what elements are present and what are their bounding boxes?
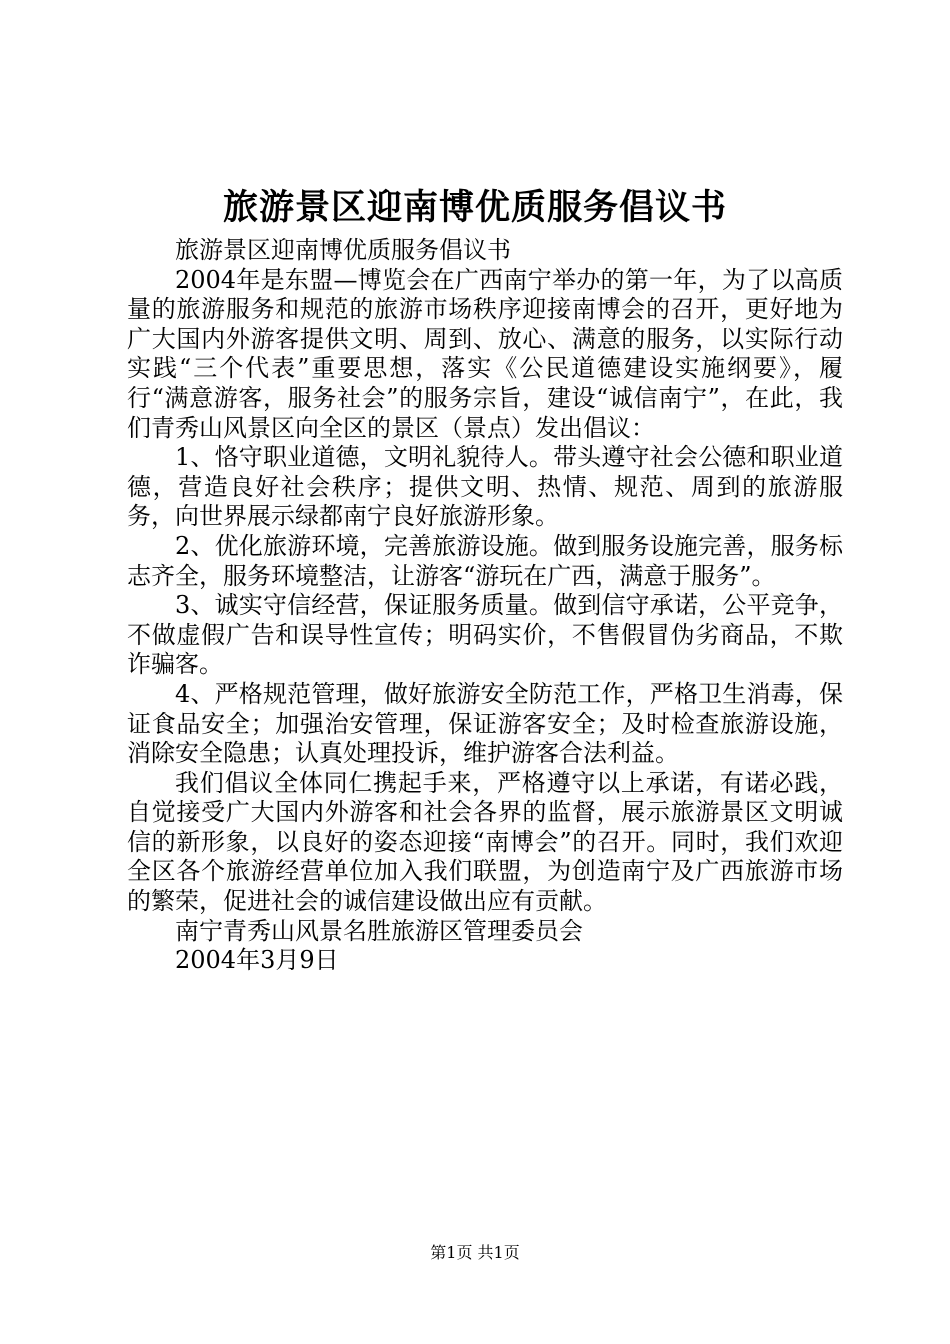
document-body — [127, 236, 843, 976]
body-paragraph-subtitle: 旅游景区迎南博优质服务倡议书 — [175, 236, 511, 264]
body-paragraph-item-3: 3、诚实守信经营，保证服务质量。做到信守承诺，公平竞争，不做虚假广告和误导性宣传；明码实价，不售假冒伪劣商品，不欺诈骗客。 — [127, 591, 843, 679]
page-number-footer: 第1页 共1页 — [430, 1243, 520, 1262]
document-title: 旅游景区迎南博优质服务倡议书 — [222, 187, 727, 228]
body-paragraph-item-2: 2、优化旅游环境，完善旅游设施。做到服务设施完善，服务标志齐全，服务环境整洁，让游客“游玩在广西，满意于服务”。 — [127, 531, 843, 590]
signature-date: 2004年3月9日 — [175, 946, 339, 975]
body-paragraph-item-4: 4、严格规范管理，做好旅游安全防范工作，严格卫生消毒，保证食品安全；加强治安管理，保证游客安全；及时检查旅游设施，消除安全隐患；认真处理投诉，维护游客合法利益。 — [127, 679, 843, 768]
body-paragraph-intro: 2004年是东盟—博览会在广西南宁举办的第一年，为了以高质量的旅游服务和规范的旅游市场秩序迎接南博会的召开，更好地为广大国内外游客提供文明、周到、放心、满意的服务，以实际行动实践“三个代表”重要思想，落实《公民道德建设实施纲要》，履行“满意游客，服务社会”的服务宗旨，建设“诚信南宁”，在此，我们青秀山风景区向全区的景区（景点）发出倡议： — [127, 265, 843, 442]
body-paragraph-item-1: 1、恪守职业道德，文明礼貌待人。带头遵守社会公德和职业道德，营造良好社会秩序；提供文明、热情、规范、周到的旅游服务，向世界展示绿都南宁良好旅游形象。 — [127, 443, 843, 531]
body-paragraph-closing: 我们倡议全体同仁携起手来，严格遵守以上承诺，有诺必践，自觉接受广大国内外游客和社会各界的监督，展示旅游景区文明诚信的新形象，以良好的姿态迎接“南博会”的召开。同时，我们欢迎全区各个旅游经营单位加入我们联盟，为创造南宁及广西旅游市场的繁荣，促进社会的诚信建设做出应有贡献。 — [127, 768, 843, 916]
signature-organization: 南宁青秀山风景名胜旅游区管理委员会 — [175, 916, 583, 945]
